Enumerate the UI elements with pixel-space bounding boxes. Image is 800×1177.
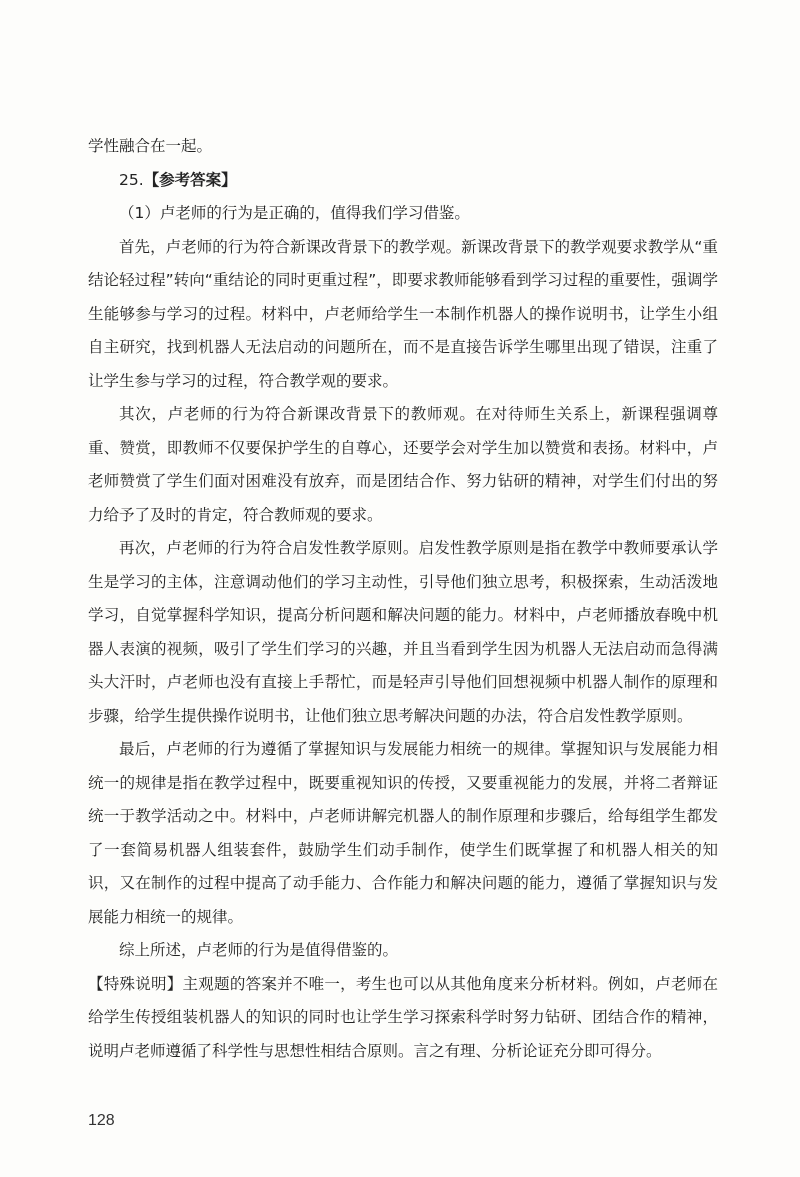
question-number: 25. bbox=[119, 170, 144, 189]
paragraph-fourth-point: 最后，卢老师的行为遵循了掌握知识与发展能力相统一的规律。掌握知识与发展能力相统一的规律是指在教学过程中，既要重视知识的传授，又要重视能力的发展，并将二者辩证统一于教学活动之中。材料中，卢老师讲解完机器人的制作原理和步骤后，给每组学生都发了一套简易机器人组装套件，鼓励学生们动手制作，使学生们既掌握了和机器人相关的知识，又在制作的过程中提高了动手能力、合作能力和解决问题的能力，遵循了掌握知识与发展能力相统一的规律。 bbox=[88, 740, 718, 926]
continuation-line: 学性融合在一起。 bbox=[88, 137, 213, 155]
special-note-text: 主观题的答案并不唯一，考生也可以从其他角度来分析材料。例如，卢老师在给学生传授组装机器人的知识的同时也让学生学习探索科学时努力钻研、团结合作的精神，说明卢老师遵循了科学性与思想性相结合原则。言之有理、分析论证充分即可得分。 bbox=[88, 974, 718, 1060]
special-note bbox=[88, 968, 718, 1069]
answer-heading-label: 【参考答案】 bbox=[143, 170, 237, 189]
paragraph-conclusion-statement: （1）卢老师的行为是正确的，值得我们学习借鉴。 bbox=[119, 204, 470, 222]
paragraph-first-point: 首先，卢老师的行为符合新课改背景下的教学观。新课改背景下的教学观要求教学从“重结论轻过程”转向“重结论的同时更重过程”，即要求教师能够看到学习过程的重要性，强调学生能够参与学习的过程。材料中，卢老师给学生一本制作机器人的操作说明书，让学生小组自主研究，找到机器人无法启动的问题所在，而不是直接告诉学生哪里出现了错误，注重了让学生参与学习的过程，符合教学观的要求。 bbox=[88, 237, 718, 390]
answer-heading bbox=[88, 164, 718, 198]
paragraph-summary: 综上所述，卢老师的行为是值得借鉴的。 bbox=[119, 941, 399, 959]
page-number: 128 bbox=[88, 1112, 115, 1129]
paragraph-third-point: 再次，卢老师的行为符合启发性教学原则。启发性教学原则是指在教学中教师要承认学生是学习的主体，注意调动他们的学习主动性，引导他们独立思考，积极探索，生动活泼地学习，自觉掌握科学知识，提高分析问题和解决问题的能力。材料中，卢老师播放春晚中机器人表演的视频，吸引了学生们学习的兴趣，并且当看到学生因为机器人无法启动而急得满头大汗时，卢老师也没有直接上手帮忙，而是轻声引导他们回想视频中机器人制作的原理和步骤，给学生提供操作说明书，让他们独立思考解决问题的办法，符合启发性教学原则。 bbox=[88, 539, 718, 725]
special-note-label: 【特殊说明】 bbox=[88, 974, 183, 993]
answer-body bbox=[88, 130, 718, 1068]
paragraph-second-point: 其次，卢老师的行为符合新课改背景下的教师观。在对待师生关系上，新课程强调尊重、赞赏，即教师不仅要保护学生的自尊心，还要学会对学生加以赞赏和表扬。材料中，卢老师赞赏了学生们面对困难没有放弃，而是团结合作、努力钻研的精神，对学生们付出的努力给予了及时的肯定，符合教师观的要求。 bbox=[88, 405, 718, 524]
